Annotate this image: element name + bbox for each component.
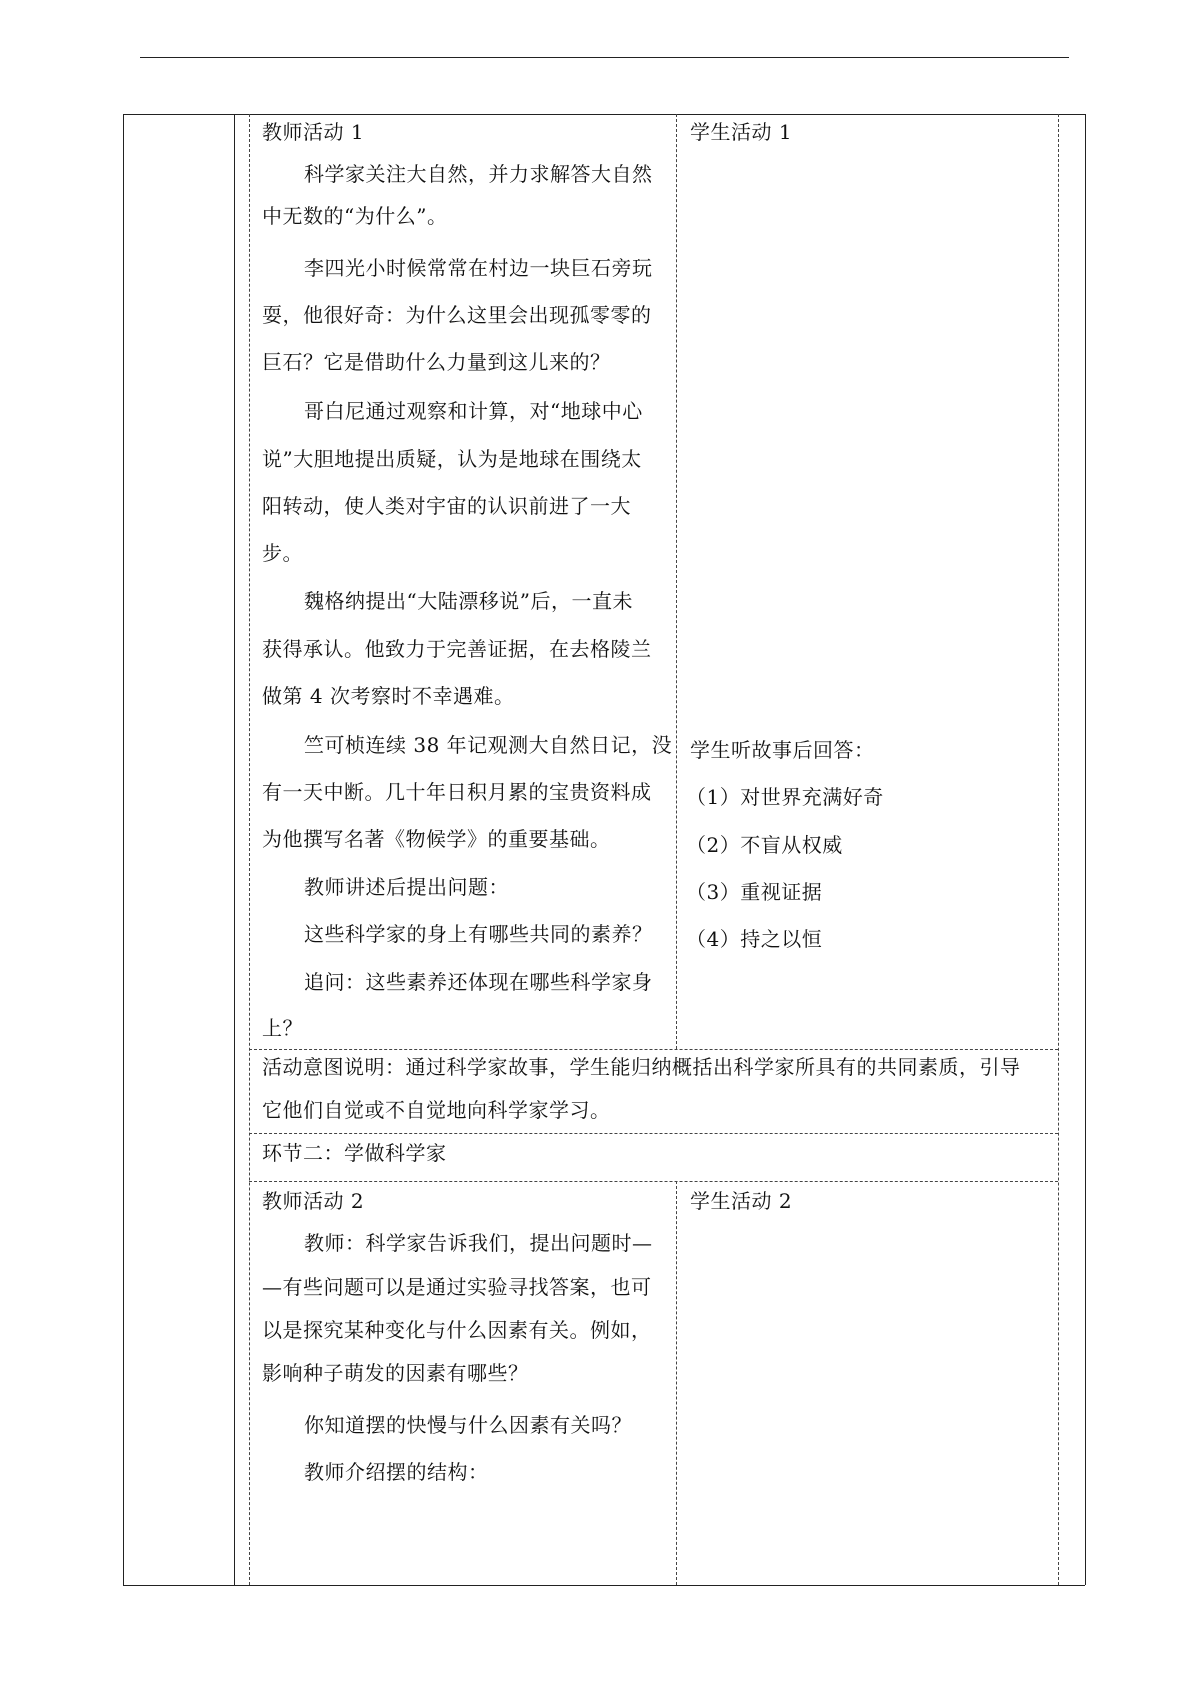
- text-line: 做第 4 次考察时不幸遇难。: [262, 684, 515, 708]
- page-header-rule: [140, 57, 1069, 58]
- text-line: 中无数的“为什么”。: [262, 204, 448, 228]
- text-line: 李四光小时候常常在村边一块巨石旁玩: [304, 256, 653, 280]
- text-line: 它他们自觉或不自觉地向科学家学习。: [262, 1098, 611, 1122]
- text-line: 以是探究某种变化与什么因素有关。例如，: [262, 1318, 652, 1342]
- student-activity-2-header: 学生活动 2: [690, 1189, 793, 1213]
- text-line: 教师讲述后提出问题：: [304, 875, 509, 899]
- section1-bottom-divider: [249, 1049, 1058, 1050]
- section2-column-divider: [676, 1181, 677, 1585]
- text-line: —有些问题可以是通过实验寻找答案，也可: [262, 1275, 652, 1299]
- text-line: 获得承认。他致力于完善证据，在去格陵兰: [262, 637, 652, 661]
- text-line: 有一天中断。几十年日积月累的宝贵资料成: [262, 780, 652, 804]
- text-line: 竺可桢连续 38 年记观测大自然日记，没: [304, 733, 673, 757]
- text-line: 耍，他很好奇：为什么这里会出现孤零零的: [262, 303, 652, 327]
- stage2-title: 环节二：学做科学家: [262, 1141, 447, 1165]
- text-line: 魏格纳提出“大陆漂移说”后，一直未: [304, 589, 633, 613]
- text-line: （1）对世界充满好奇: [686, 785, 884, 809]
- text-line: （2）不盲从权威: [686, 833, 843, 857]
- teacher-activity-2-header: 教师活动 2: [262, 1189, 365, 1213]
- text-line: 教师介绍摆的结构：: [304, 1460, 489, 1484]
- text-line: 步。: [262, 541, 303, 565]
- text-line: 说”大胆地提出质疑，认为是地球在围绕太: [262, 447, 642, 471]
- text-line: 你知道摆的快慢与什么因素有关吗？: [304, 1413, 632, 1437]
- text-line: 这些科学家的身上有哪些共同的素养？: [304, 922, 653, 946]
- table-label-column-border: [234, 114, 235, 1585]
- text-line: 追问：这些素养还体现在哪些科学家身: [304, 970, 653, 994]
- table-top-border: [123, 114, 1085, 115]
- text-line: 哥白尼通过观察和计算，对“地球中心: [304, 399, 643, 423]
- intent-bottom-divider: [249, 1133, 1058, 1134]
- text-line: 为他撰写名著《物候学》的重要基础。: [262, 827, 611, 851]
- text-line: （4）持之以恒: [686, 927, 823, 951]
- stage2-bottom-divider: [249, 1181, 1058, 1182]
- text-line: 科学家关注大自然，并力求解答大自然: [304, 162, 653, 186]
- text-line: 学生听故事后回答：: [690, 738, 875, 762]
- text-line: 影响种子萌发的因素有哪些？: [262, 1361, 529, 1385]
- table-right-border: [1085, 114, 1086, 1585]
- teacher-activity-1-header: 教师活动 1: [262, 120, 365, 144]
- text-line: 巨石？它是借助什么力量到这儿来的？: [262, 350, 611, 374]
- text-line: 上？: [262, 1016, 303, 1040]
- text-line: 活动意图说明：通过科学家故事，学生能归纳概括出科学家所具有的共同素质，引导: [262, 1055, 1021, 1079]
- table-left-border: [123, 114, 124, 1585]
- section1-column-divider: [676, 114, 677, 1049]
- text-line: 教师：科学家告诉我们，提出问题时—: [304, 1231, 653, 1255]
- inner-left-dashed: [249, 114, 250, 1585]
- student-activity-1-header: 学生活动 1: [690, 120, 793, 144]
- inner-right-dashed: [1058, 114, 1059, 1585]
- table-bottom-border: [123, 1585, 1085, 1586]
- text-line: （3）重视证据: [686, 880, 823, 904]
- text-line: 阳转动，使人类对宇宙的认识前进了一大: [262, 494, 631, 518]
